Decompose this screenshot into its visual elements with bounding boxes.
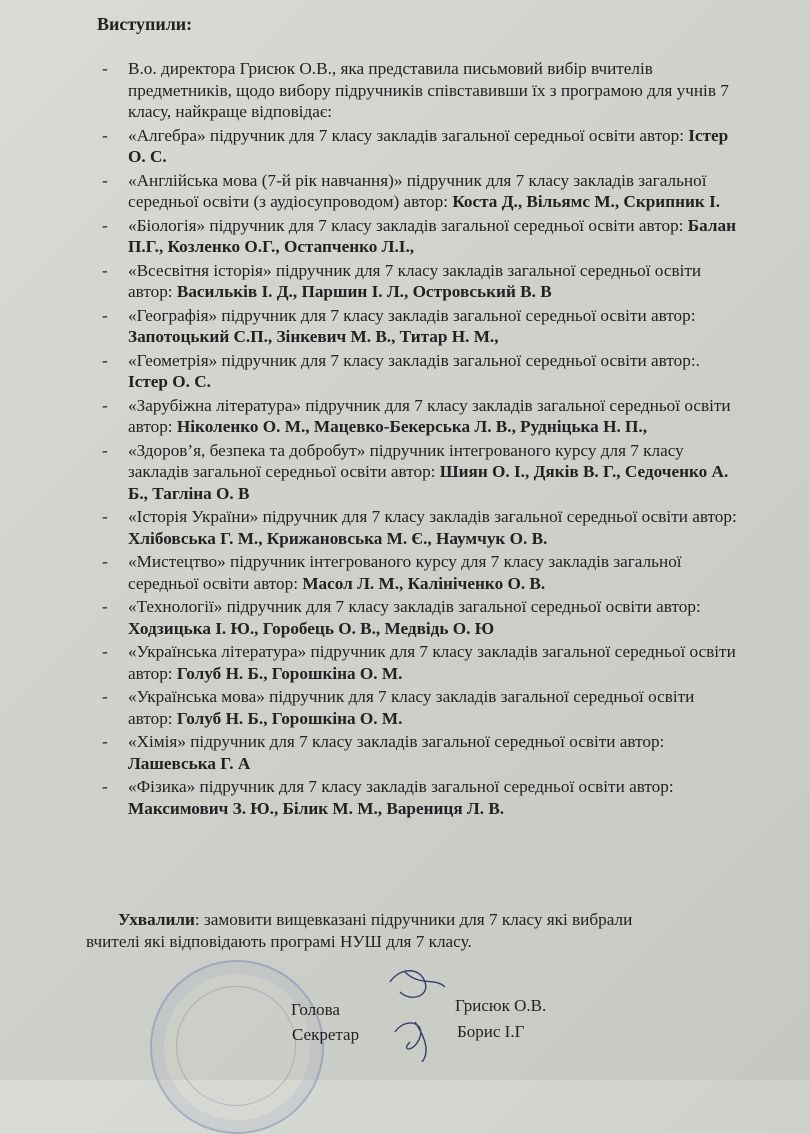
textbook-description: «Зарубіжна література» підручник для 7 класу закладів загальної середньої освіти автор:	[128, 395, 731, 436]
resolution-paragraph	[86, 909, 758, 953]
speech-list	[0, 58, 810, 821]
textbook-authors: Істер О. С.	[128, 372, 211, 391]
resolution-label: Ухвалили	[118, 910, 195, 929]
textbook-description: «Алгебра» підручник для 7 класу закладів загальної середньої освіти автор:	[128, 125, 684, 145]
textbook-item	[102, 260, 743, 303]
textbook-description: «Мистецтво» підручник інтегрованого курсу для 7 класу закладів загальної середньої освіти автор:	[128, 552, 682, 593]
textbook-list	[0, 125, 810, 820]
textbook-description: «Географія» підручник для 7 класу закладів загальної середньої освіти автор:	[128, 305, 696, 325]
textbook-item	[102, 305, 743, 348]
textbook-item	[102, 776, 743, 819]
intro-paragraph	[102, 58, 743, 123]
head-name: Грисюк О.В.	[455, 996, 547, 1015]
textbook-item	[102, 686, 743, 729]
textbook-authors: Васильків І. Д., Паршин І. Л., Островський В. В	[176, 282, 552, 301]
textbook-item	[102, 125, 743, 168]
textbook-description: «Англійська мова (7-й рік навчання)» підручник для 7 класу закладів загальної середньої освіти (з аудіосупроводом) автор:	[128, 170, 707, 211]
secretary-signature	[395, 1022, 426, 1062]
official-stamp	[150, 960, 324, 1134]
secretary-name: Борис І.Г	[457, 1022, 525, 1041]
textbook-item	[102, 440, 743, 505]
stamp-inner-ring	[176, 986, 296, 1106]
textbook-authors: Хлібовська Г. М., Крижановська М. Є., Наумчук О. В.	[128, 528, 548, 548]
list-dash: -	[102, 215, 108, 235]
textbook-authors: Істер О. С.	[128, 125, 729, 166]
textbook-item	[102, 395, 743, 438]
textbook-authors: Ніколенко О. М., Мацевко-Бекерська Л. В., Рудніцька Н. П.,	[176, 417, 647, 436]
textbook-description: «Геометрія» підручник для 7 класу закладів загальної середньої освіти автор:.	[128, 350, 700, 370]
resolution-text-first: : замовити вищевказані підручники для 7 класу які вибрали	[194, 910, 633, 929]
list-dash: -	[102, 350, 108, 370]
textbook-authors: Масол Л. М., Калініченко О. В.	[302, 573, 546, 593]
textbook-authors: Голуб Н. Б., Горошкіна О. М.	[176, 708, 403, 728]
list-dash: -	[102, 642, 108, 661]
textbook-description: «Фізика» підручник для 7 класу закладів загальної середньої освіти автор:	[128, 777, 674, 796]
textbook-description: «Технології» підручник для 7 класу закладів загальної середньої освіти автор:	[128, 597, 701, 616]
textbook-authors: Ходзицька І. Ю., Горобець О. В., Медвідь О. Ю	[128, 618, 495, 638]
list-dash: -	[102, 440, 108, 460]
textbook-item	[102, 596, 743, 639]
secretary-title: Секретар	[292, 1025, 360, 1044]
list-dash: -	[102, 395, 108, 415]
textbook-description: «Хімія» підручник для 7 класу закладів загальної середньої освіти автор:	[128, 732, 665, 751]
heading-speakers: Виступили:	[97, 14, 193, 34]
textbook-item	[102, 551, 743, 594]
textbook-authors: Лашевська Г. А	[128, 753, 251, 773]
textbook-description: «Здоров’я, безпека та добробут» підручник інтегрованого курсу для 7 класу закладів загальної середньої освіти автор:	[128, 440, 684, 481]
textbook-authors: Коста Д., Вільямс М., Скрипник І.	[452, 192, 721, 211]
textbook-description: «Історія України» підручник для 7 класу закладів загальної середньої освіти автор:	[128, 507, 737, 526]
head-title: Голова	[291, 1000, 340, 1019]
textbook-description: «Українська мова» підручник для 7 класу закладів загальної середньої освіти автор:	[128, 687, 695, 728]
textbook-authors: Максимович З. Ю., Білик М. М., Варениця Л. В.	[128, 798, 505, 818]
textbook-authors: Шиян О. І., Дяків В. Г., Седоченко А. Б., Тагліна О. В	[128, 462, 729, 503]
list-dash: -	[102, 59, 108, 78]
list-dash: -	[102, 170, 108, 190]
resolution-text-second: вчителі які відповідають програмі НУШ для 7 класу.	[86, 932, 472, 951]
textbook-item	[102, 641, 743, 684]
textbook-authors: Балан П.Г., Козленко О.Г., Остапченко Л.І.,	[128, 215, 737, 256]
head-signature	[390, 971, 445, 997]
textbook-description: «Всесвітня історія» підручник для 7 класу закладів загальної середньої освіти автор:	[128, 260, 702, 301]
intro-text: В.о. директора Грисюк О.В., яка представила письмовий вибір вчителів предметників, щодо вибору підручників співставивши їх з програмою для учнів 7 класу, найкраще відповідає:	[128, 59, 729, 121]
textbook-authors: Запотоцький С.П., Зінкевич М. В., Титар Н. М.,	[128, 327, 499, 346]
list-dash: -	[102, 125, 108, 145]
list-dash: -	[102, 777, 108, 796]
textbook-authors: Голуб Н. Б., Горошкіна О. М.	[176, 663, 403, 683]
list-dash: -	[102, 732, 108, 751]
textbook-description: «Біологія» підручник для 7 класу закладів загальної середньої освіти автор:	[128, 215, 684, 235]
textbook-item	[102, 731, 743, 774]
list-dash: -	[102, 305, 108, 325]
textbook-description: «Українська література» підручник для 7 класу закладів загальної середньої освіти автор:	[128, 642, 736, 683]
list-dash: -	[102, 552, 108, 571]
list-dash: -	[102, 260, 108, 280]
textbook-item	[102, 506, 743, 549]
list-dash: -	[102, 507, 108, 526]
textbook-item	[102, 170, 743, 213]
list-dash: -	[102, 597, 108, 616]
signature-marks	[380, 962, 460, 1062]
list-dash: -	[102, 687, 108, 706]
textbook-item	[102, 215, 743, 258]
textbook-item	[102, 350, 743, 393]
